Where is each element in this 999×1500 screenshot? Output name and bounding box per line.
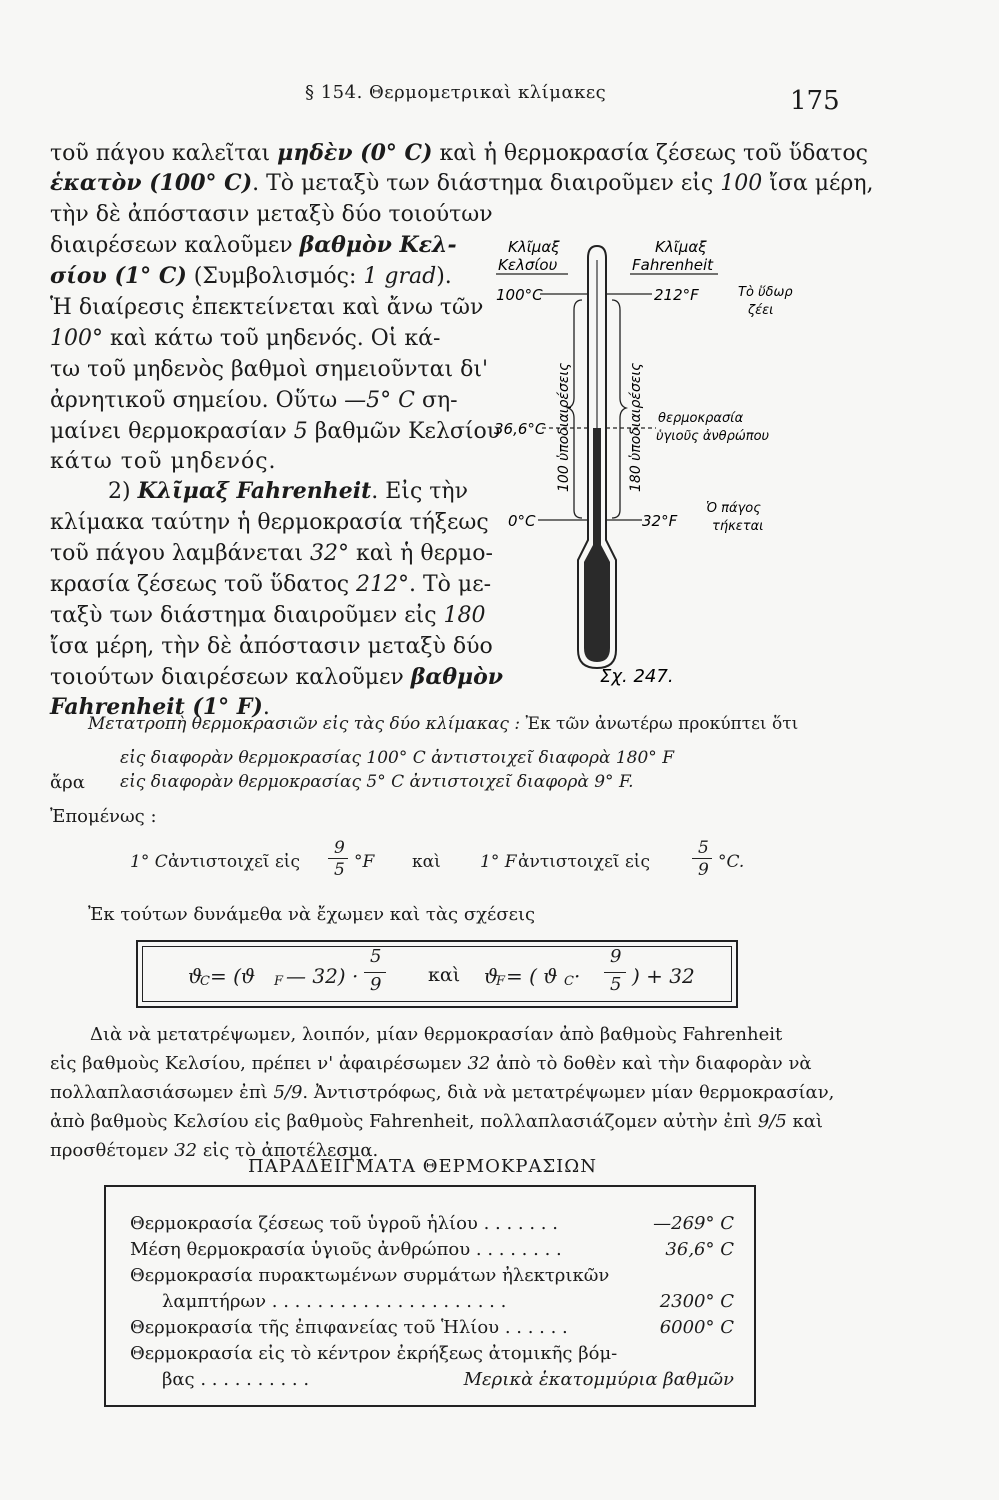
para3-line4	[50, 1111, 823, 1132]
eq2-mid: ἀντιστοιχεῖ εἰς	[518, 852, 650, 872]
conversion-row2	[120, 772, 634, 792]
f1-bar	[364, 972, 386, 973]
term-celsius-unit: σίου (1° C)	[50, 263, 187, 289]
text-run: ἀπὸ βαθμοὺς Κελσίου εἰς βαθμοὺς Fahrenheit, πολλαπλασιάζομεν αὐτὴν ἐπὶ	[50, 1111, 758, 1132]
text-run: τοιούτων διαιρέσεων καλοῦμεν	[50, 665, 411, 690]
running-title: § 154. Θερμομετρικαὶ κλίμακες	[305, 82, 607, 103]
para2-line7	[50, 662, 503, 693]
label-ice-melts-1: Ὁ πάγος	[706, 501, 761, 516]
table-row-value: 6000° C	[659, 1317, 734, 1338]
text-run: ἀρνητικοῦ σημείου. Οὕτω	[50, 388, 345, 413]
number: 100°	[50, 326, 103, 351]
relations-intro: Ἐκ τούτων δυνάμεθα νὰ ἔχωμεν καὶ τὰς σχέσεις	[88, 904, 536, 925]
page-number: 175	[790, 86, 840, 116]
text-run: καὶ κάτω τοῦ μηδενός. Οἱ κά-	[103, 326, 441, 351]
f1-rest: = (ϑ	[210, 964, 256, 988]
table-row-label: Μέση θερμοκρασία ὑγιοῦς ἀνθρώπου . . . . . . . .	[130, 1239, 562, 1260]
eq2-num: 5	[698, 838, 709, 858]
para1-line10	[50, 416, 500, 447]
equivalence-line	[130, 838, 750, 882]
label-100-divisions: 100 ὑποδιαιρέσεις	[556, 362, 572, 492]
table-row-value: Μερικὰ ἑκατομμύρια βαθμῶν	[463, 1369, 734, 1390]
f2-rest: = ( ϑ	[506, 964, 558, 988]
para2-line2: κλίμακα ταύτην ἡ θερμοκρασία τήξεως	[50, 510, 489, 535]
para3-line1: Διὰ νὰ μετατρέψωμεν, λοιπόν, μίαν θερμοκρασίαν ἀπὸ βαθμοὺς Fahrenheit	[90, 1024, 783, 1045]
number: 9/5	[757, 1111, 787, 1132]
text-run: ἀντιστοιχεῖ διαφορὰ	[404, 772, 595, 792]
figure-caption: Σχ. 247.	[600, 666, 674, 687]
table-row-label: Θερμοκρασία τῆς ἐπιφανείας τοῦ Ἡλίου . . . . . .	[130, 1317, 568, 1338]
text-run: εἰς βαθμοὺς Κελσίου, πρέπει ν' ἀφαιρέσωμεν	[50, 1053, 468, 1074]
fahrenheit-heading-1: Κλῖμαξ	[655, 238, 707, 256]
eq2-bar	[692, 858, 712, 859]
ara-word: ἄρα	[50, 772, 85, 793]
grad-symbol: 1 grad	[363, 264, 437, 289]
para1-line3: τὴν δὲ ἀπόστασιν μεταξὺ δύο τοιούτων	[50, 202, 493, 227]
f1-num: 5	[370, 946, 382, 967]
text-run: Ἐκ τῶν ἀνωτέρω προκύπτει ὅτι	[520, 714, 799, 734]
value: 180° F	[615, 748, 674, 768]
eq-kai: καὶ	[412, 852, 441, 872]
eq1-den: 5	[334, 860, 345, 880]
therefore-label: Ἐπομένως :	[50, 806, 157, 827]
text-run: 2)	[108, 479, 138, 504]
value: 9° F.	[594, 772, 634, 792]
eq1-bar	[328, 858, 348, 859]
mercury-column	[593, 428, 601, 548]
mercury-bulb	[584, 545, 610, 662]
para3-line2	[50, 1053, 812, 1074]
para1-line8: τω τοῦ μηδενὸς βαθμοὶ σημειοῦνται δι'	[50, 357, 489, 382]
table-row-label: Θερμοκρασία εἰς τὸ κέντρον ἐκρήξεως ἀτομικῆς βόμ-	[130, 1343, 618, 1364]
text-run: .	[262, 695, 270, 720]
label-body-temp-2: ὑγιοῦς ἀνθρώπου	[656, 429, 770, 444]
para1-line1	[50, 138, 868, 169]
number: 5	[293, 419, 308, 444]
number: 5/9	[273, 1082, 303, 1103]
term-hundred: ἑκατὸν (100° C)	[50, 170, 253, 196]
table-row-value: 2300° C	[659, 1291, 734, 1312]
number: 180	[443, 603, 486, 628]
text-run: τοῦ πάγου καλεῖται	[50, 141, 278, 166]
text-run: ἴσα μέρη,	[762, 171, 874, 196]
text-run: διαιρέσεων καλοῦμεν	[50, 233, 300, 258]
para1-line4	[50, 230, 457, 261]
term-celsius: βαθμὸν Κελ-	[299, 232, 457, 258]
text-run: εἰς τὸ ἀποτέλεσμα.	[197, 1140, 379, 1161]
number: —5° C	[344, 388, 415, 413]
para2-line5	[50, 600, 486, 631]
conversion-intro	[88, 714, 798, 734]
label-212f: 212°F	[654, 286, 699, 304]
examples-table	[104, 1185, 756, 1407]
text-run: ἀπὸ τὸ δοθὲν καὶ τὴν διαφορὰν νὰ	[490, 1053, 812, 1074]
f1-den: 9	[370, 974, 382, 995]
text-run: βαθμῶν Κελσίου	[307, 419, 501, 444]
eq1-mid: ἀντιστοιχεῖ εἰς	[168, 852, 300, 872]
text-run: καὶ	[786, 1111, 823, 1132]
para1-line7	[50, 323, 440, 354]
para1-line11: κάτω τοῦ μηδενός.	[50, 449, 277, 474]
term-fahrenheit-unit: Fahrenheit (1° F)	[50, 694, 263, 720]
value: 5° C	[366, 772, 405, 792]
table-row-value: 36,6° C	[665, 1239, 734, 1260]
para2-line1	[108, 476, 468, 507]
text-run: εἰς διαφορὰν θερμοκρασίας	[120, 748, 367, 768]
table-row-value: —269° C	[653, 1213, 734, 1234]
conversion-row1	[120, 748, 674, 768]
number: 212°	[356, 572, 410, 597]
f1-sub: C	[200, 974, 210, 989]
f2-dot: ·	[574, 964, 581, 988]
label-100c: 100°C	[496, 286, 543, 304]
eq1-left: 1° C	[130, 852, 168, 872]
para1-line6: Ἡ διαίρεσις ἐπεκτείνεται καὶ ἄνω τῶν	[50, 295, 484, 320]
number: 32	[174, 1140, 198, 1161]
text-run: καὶ ἡ θερμο-	[348, 541, 493, 566]
f2-sub2: C	[564, 974, 574, 989]
text-run: τοῦ πάγου λαμβάνεται	[50, 541, 310, 566]
celsius-heading-1: Κλῖμαξ	[508, 238, 560, 256]
fahrenheit-brace	[612, 300, 626, 518]
f1-rest2: — 32) ·	[286, 964, 359, 988]
f2-num: 9	[610, 946, 622, 967]
para1-line2	[50, 168, 874, 199]
term-fahrenheit-scale: Κλῖμαξ Fahrenheit	[137, 478, 372, 504]
number: 32	[467, 1053, 491, 1074]
text-run: κρασία ζέσεως τοῦ ὕδατος	[50, 572, 357, 597]
number: 32°	[309, 541, 349, 566]
number: 100	[720, 171, 763, 196]
table-row-label: Θερμοκρασία πυρακτωμένων συρμάτων ἠλεκτρικῶν	[130, 1265, 610, 1286]
table-row-label: Θερμοκρασία ζέσεως τοῦ ὑγροῦ ἡλίου . . . . . . .	[130, 1213, 558, 1234]
text-run: . Τὸ με-	[409, 572, 492, 597]
label-32f: 32°F	[642, 512, 678, 530]
para2-line6: ἴσα μέρη, τὴν δὲ ἀπόστασιν μεταξὺ δύο	[50, 634, 493, 659]
text-run: προσθέτομεν	[50, 1140, 175, 1161]
conversion-heading: Μετατροπὴ θερμοκρασιῶν εἰς τὰς δύο κλίμακας :	[88, 714, 521, 734]
text-run: ση-	[414, 388, 458, 413]
formula-kai: καὶ	[428, 964, 461, 986]
label-0c: 0°C	[508, 512, 536, 530]
text-run: ).	[436, 264, 452, 289]
text-run: εἰς διαφορὰν θερμοκρασίας	[120, 772, 367, 792]
para2-line4	[50, 569, 491, 600]
eq2-unit: °C.	[718, 852, 745, 872]
para1-line9	[50, 385, 458, 416]
examples-title: ΠΑΡΑΔΕΙΓΜΑΤΑ ΘΕΡΜΟΚΡΑΣΙΩΝ	[248, 1156, 597, 1177]
para2-line3	[50, 538, 493, 569]
text-run: πολλαπλασιάσωμεν ἐπὶ	[50, 1082, 274, 1103]
celsius-heading-2: Κελσίου	[498, 256, 558, 274]
label-body-temp-1: θερμοκρασία	[658, 411, 744, 426]
term-zero: μηδὲν (0° C)	[277, 140, 433, 166]
text-run: ἀντιστοιχεῖ διαφορὰ	[425, 748, 616, 768]
value: 100° C	[366, 748, 426, 768]
f2-den: 5	[610, 974, 622, 995]
text-run: . Τὸ μεταξὺ των διάστημα διαιροῦμεν εἰς	[252, 171, 721, 196]
table-row-label: λαμπτήρων . . . . . . . . . . . . . . . . . . . . .	[162, 1291, 507, 1312]
para1-line5	[50, 261, 452, 292]
text-run: μαίνει θερμοκρασίαν	[50, 419, 294, 444]
table-row-label: βας . . . . . . . . . .	[162, 1369, 310, 1390]
fahrenheit-heading-2: Fahrenheit	[632, 256, 714, 274]
f2-sub: F	[496, 974, 506, 989]
formula-box	[136, 940, 738, 1008]
f1-theta: ϑ	[188, 964, 203, 988]
text-run: ταξὺ των διάστημα διαιροῦμεν εἰς	[50, 603, 444, 628]
eq2-left: 1° F	[480, 852, 517, 872]
label-water-boils-1: Τὸ ὕδωρ	[738, 285, 793, 300]
text-run: . Ἀντιστρόφως, διὰ νὰ μετατρέψωμεν μίαν θερμοκρασίαν,	[302, 1082, 835, 1103]
text-run: καὶ ἡ θερμοκρασία ζέσεως τοῦ ὕδατος	[432, 141, 868, 166]
label-ice-melts-2: τήκεται	[712, 519, 764, 534]
f2-end: ) + 32	[632, 964, 695, 988]
eq2-den: 9	[698, 860, 709, 880]
text-run: . Εἰς τὴν	[371, 479, 468, 504]
para3-line3	[50, 1082, 834, 1103]
label-180-divisions: 180 ὑποδιαιρέσεις	[628, 362, 644, 492]
f1-sub2: F	[274, 974, 284, 989]
term-degree: βαθμὸν	[410, 664, 504, 690]
label-36-6c: 36,6°C	[494, 420, 546, 438]
thermometer-figure	[480, 230, 850, 700]
eq1-num: 9	[334, 838, 345, 858]
label-water-boils-2: ζέει	[748, 303, 774, 318]
f2-theta: ϑ	[484, 964, 499, 988]
eq1-unit: °F	[354, 852, 375, 872]
text-run: (Συμβολισμός:	[186, 264, 364, 289]
f2-bar	[604, 972, 626, 973]
